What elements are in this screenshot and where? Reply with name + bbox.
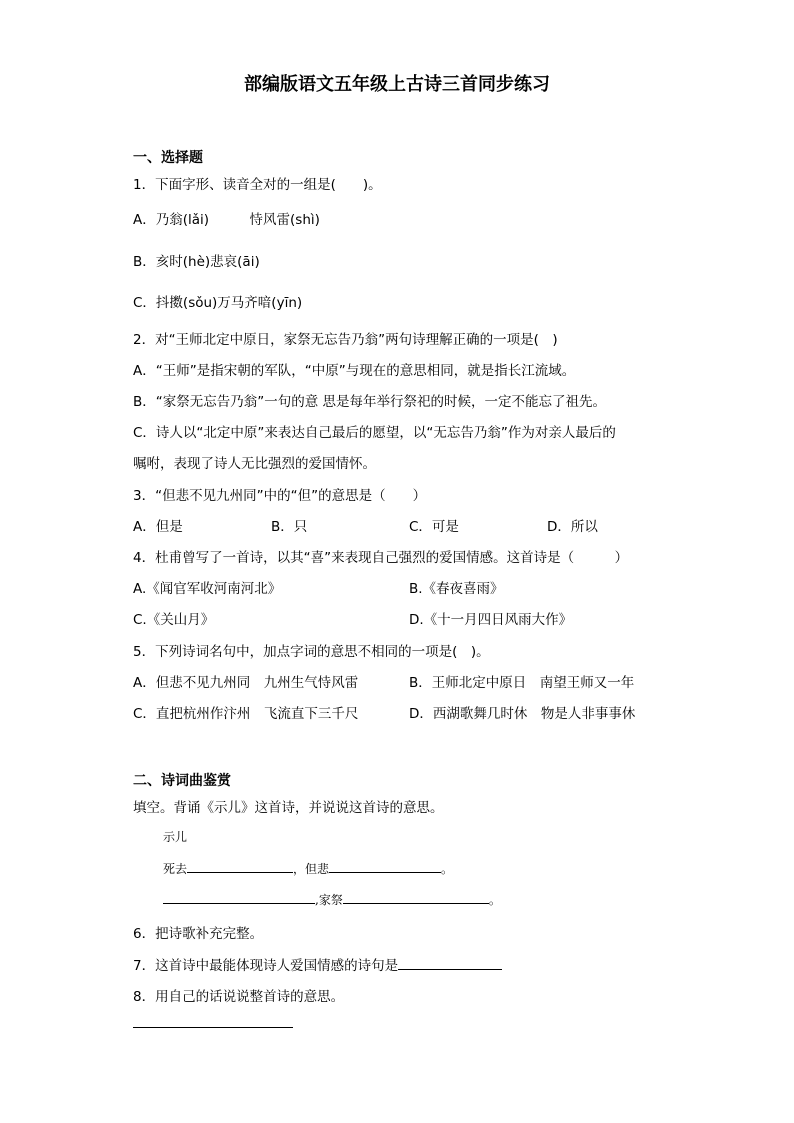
poem-line-1-end: 。: [441, 862, 454, 876]
poem-line-1: [163, 860, 453, 877]
poem-title: 示儿: [163, 830, 188, 844]
page-title: 部编版语文五年级上古诗三首同步练习: [244, 74, 550, 95]
question-3-option-a: A．但是: [133, 519, 183, 535]
question-7-answer-blank[interactable]: [398, 957, 502, 970]
question-4-option-d: D.《十一月四日风雨大作》: [409, 612, 573, 628]
question-1-stem: 1．下面字形、读音全对的一组是( )。: [133, 177, 382, 193]
question-5-option-d: D．西湖歌舞几时休 物是人非事事休: [409, 706, 636, 722]
poem-line-2-end: 。: [488, 893, 501, 907]
question-3-option-c: C．可是: [409, 519, 459, 535]
question-4-option-a: A.《闻官军收河南河北》: [133, 581, 282, 597]
question-2-option-a: A．“王师”是指宋朝的军队，“中原”与现在的意思相同，就是指长江流域。: [133, 363, 576, 379]
poem-line-1-middle: ，但悲: [293, 862, 330, 876]
question-4-option-c: C.《关山月》: [133, 612, 215, 628]
question-5-option-a: A．但悲不见九州同 九州生气恃风雷: [133, 675, 359, 691]
question-5-option-b: B．王师北定中原日 南望王师又一年: [409, 675, 635, 691]
question-6: 6．把诗歌补充完整。: [133, 926, 264, 942]
poem-blank-2[interactable]: [329, 860, 441, 873]
question-1-option-a: A．乃翁(lǎi) 恃风雷(shì): [133, 212, 320, 228]
question-7-text: 7．这首诗中最能体现诗人爱国情感的诗句是: [133, 958, 399, 974]
poem-blank-1[interactable]: [187, 860, 293, 873]
question-4-option-b: B.《春夜喜雨》: [409, 581, 504, 597]
poem-blank-4[interactable]: [343, 891, 489, 904]
question-1-option-b: B．亥时(hè)悲哀(āi): [133, 254, 260, 270]
poem-line-2: [163, 891, 501, 908]
question-2-option-c-line2: 嘱咐，表现了诗人无比强烈的爱国情怀。: [133, 456, 376, 472]
question-3-stem: 3．“但悲不见九州同”中的“但”的意思是（ ）: [133, 488, 427, 504]
question-2-option-c-line1: C．诗人以“北定中原”来表达自己最后的愿望，以“无忘告乃翁”作为对亲人最后的: [133, 425, 616, 441]
section-2-intro: 填空。背诵《示儿》这首诗，并说说这首诗的意思。: [133, 800, 444, 816]
question-8: 8．用自己的话说说整首诗的意思。: [133, 989, 345, 1005]
question-3-option-d: D．所以: [547, 519, 598, 535]
question-3-option-b: B．只: [271, 519, 308, 535]
poem-blank-3[interactable]: [163, 891, 315, 904]
question-7: [133, 954, 502, 974]
question-4-stem: 4．杜甫曾写了一首诗，以其“喜”来表现自己强烈的爱国情感。这首诗是（ ）: [133, 550, 629, 566]
question-2-stem: 2．对“王师北定中原日，家祭无忘告乃翁”两句诗理解正确的一项是( ): [133, 332, 558, 348]
question-1-option-c: C．抖擞(sǒu)万马齐喑(yīn): [133, 295, 303, 311]
section-heading-choice: 一、选择题: [133, 150, 203, 166]
poem-line-1-start: 死去: [163, 862, 188, 876]
question-8-answer-line[interactable]: [133, 1027, 293, 1028]
poem-line-2-middle: ,家祭: [315, 893, 343, 907]
question-5-option-c: C．直把杭州作汴州 飞流直下三千尺: [133, 706, 359, 722]
section-heading-appreciation: 二、诗词曲鉴赏: [133, 773, 231, 789]
question-2-option-b: B．“家祭无忘告乃翁”一句的意 思是每年举行祭祀的时候，一定不能忘了祖先。: [133, 394, 607, 410]
question-5-stem: 5．下列诗词名句中，加点字词的意思不相同的一项是( )。: [133, 644, 490, 660]
